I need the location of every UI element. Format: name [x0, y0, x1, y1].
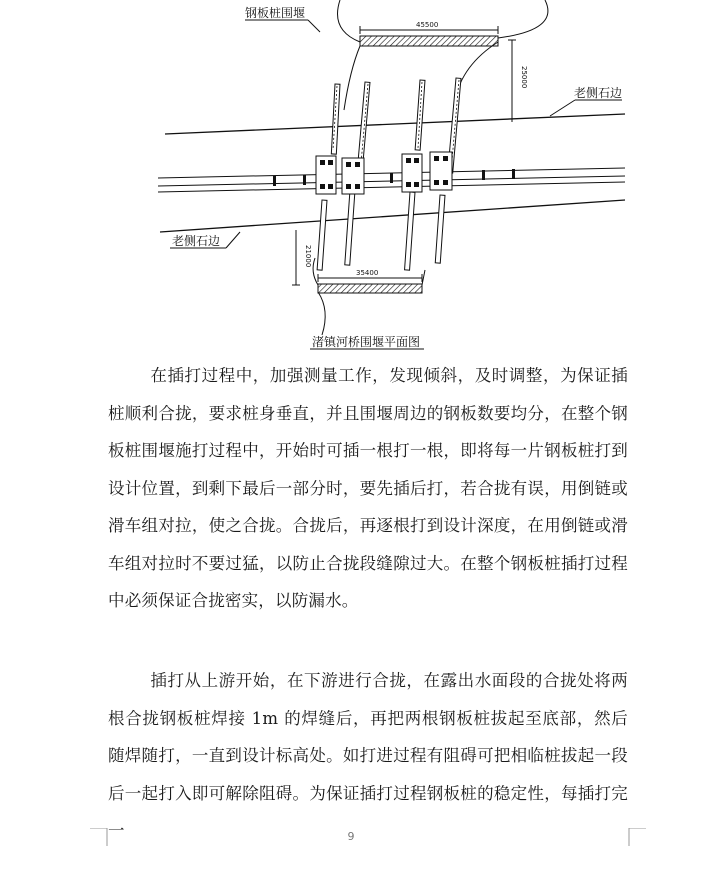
body-paragraph-1 — [108, 357, 628, 620]
cofferdam-plan-drawing — [0, 0, 702, 360]
drawing-caption: 渚镇河桥围堰平面图 — [312, 335, 421, 349]
paragraph-2-text: 插打从上游开始，在下游进行合拢，在露出水面段的合拢处将两根合拢钢板桩焊接 1m 的焊缝后，再把两根钢板桩拔起至底部，然后随焊随打，一直到设计标高处。如打进过程有阻碍可把相临桩拔起一段后一起打入即可解除阻碍。为保证插打过程钢板桩的稳定性，每插打完一 — [108, 671, 628, 840]
old-curb-label-left: 老侧石边 — [172, 234, 221, 248]
paragraph-1-text: 在插打过程中，加强测量工作，发现倾斜，及时调整，为保证插桩顺利合拢，要求桩身垂直，并且围堰周边的钢板数要均分，在整个钢板桩围堰施打过程中，开始时可插一根打一根，即将每一片钢板桩打到设计位置，到剩下最后一部分时，要先插后打，若合拢有误，用倒链或滑车组对拉，使之合拢。合拢后，再逐根打到设计深度，在用倒链或滑车组对拉时不要过猛，以防止合拢段缝隙过大。在整个钢板桩插打过程中必须保证合拢密实，以防漏水。 — [108, 366, 628, 610]
old-curb-label-right: 老侧石边 — [574, 86, 623, 100]
dim-top: 45500 — [416, 21, 439, 29]
cofferdam-label: 钢板桩围堰 — [245, 6, 306, 20]
dim-bottom: 35400 — [356, 269, 379, 277]
body-paragraph-2 — [108, 662, 628, 850]
dim-right-vertical: 25000 — [520, 66, 528, 89]
page-number: 9 — [347, 830, 355, 843]
dim-left-vertical: 21000 — [304, 245, 312, 268]
